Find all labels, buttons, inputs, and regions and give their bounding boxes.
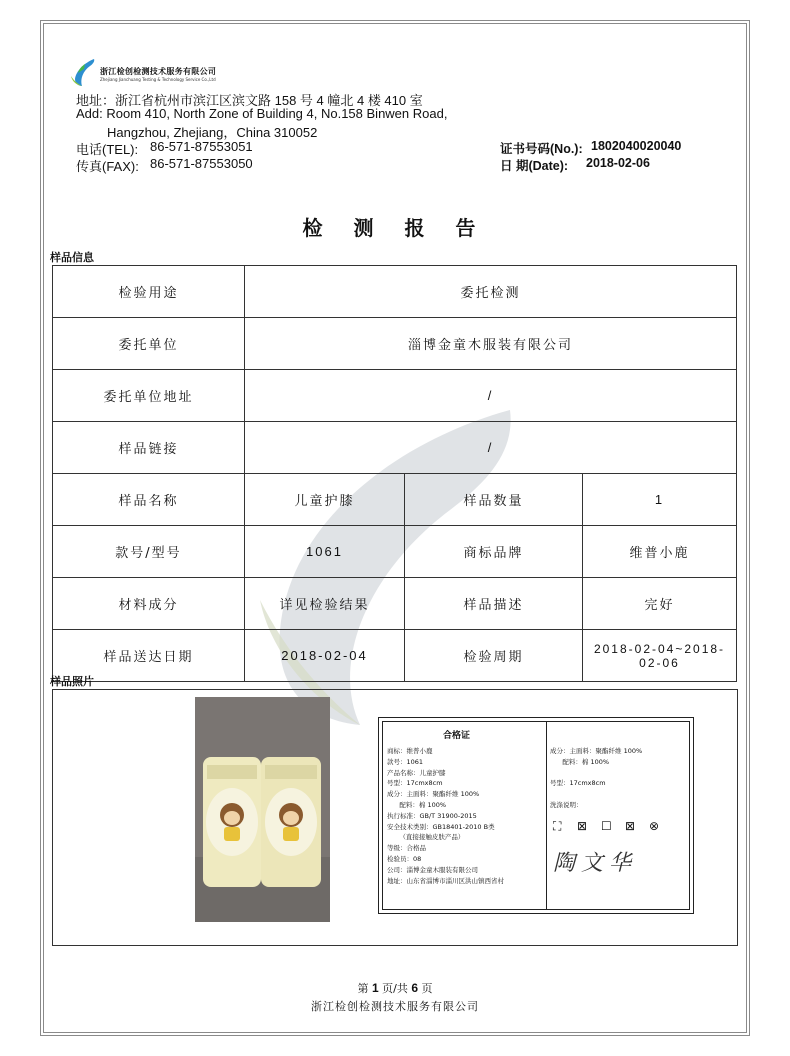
card-right-text: 成分：主面料：聚酯纤维 100% 配料：棉 100% 号型：17cmx8cm 洗涤说明： xyxy=(550,747,643,809)
client-address-label: 委托单位地址 xyxy=(53,370,245,422)
report-date-label: 日 期(Date): xyxy=(500,159,569,173)
client-value: 淄博金童木服装有限公司 xyxy=(245,318,737,370)
client-address-value: / xyxy=(245,370,737,422)
card-title: 合格证 xyxy=(443,731,471,741)
address-en-line2: Hangzhou, Zhejiang，China 310052 xyxy=(107,125,318,140)
sample-qty-value: 1 xyxy=(583,474,737,526)
page-prefix: 第 xyxy=(357,982,369,995)
sample-info-label: 样品信息 xyxy=(50,251,94,264)
model-value: 1061 xyxy=(245,526,405,578)
logo-company-name-en: Zhejiang Jianchuang Testing & Technology Service Co.,Ltd xyxy=(100,77,216,82)
material-value: 详见检验结果 xyxy=(245,578,405,630)
table-row xyxy=(53,630,737,682)
fax-value: 86-571-87553050 xyxy=(150,156,253,171)
table-row xyxy=(53,318,737,370)
table-row xyxy=(53,370,737,422)
address-en-line1: Add: Room 410, North Zone of Building 4, No.158 Binwen Road, xyxy=(76,106,448,121)
desc-label: 样品描述 xyxy=(405,578,583,630)
report-title: 检 测 报 告 xyxy=(302,216,488,240)
tel-value: 86-571-87553051 xyxy=(150,139,253,154)
brand-label: 商标品牌 xyxy=(405,526,583,578)
no-iron-icon: ⊠ xyxy=(625,819,636,833)
logo-company-name: 浙江检创检测技术服务有限公司 xyxy=(100,67,217,76)
sample-name-value: 儿童护膝 xyxy=(245,474,405,526)
table-row xyxy=(53,422,737,474)
sample-info-table xyxy=(52,265,737,682)
qualification-card-inner xyxy=(382,721,690,910)
fax-label: 传真(FAX): xyxy=(76,159,139,174)
sample-link-value: / xyxy=(245,422,737,474)
desc-value: 完好 xyxy=(583,578,737,630)
no-bleach-icon: ⊠ xyxy=(577,819,588,833)
delivery-value: 2018-02-04 xyxy=(245,630,405,682)
sample-photo xyxy=(195,697,330,922)
address-cn: 地址：浙江省杭州市滨江区滨文路 158 号 4 幢北 4 楼 410 室 xyxy=(76,93,423,108)
signature: 陶文华 xyxy=(553,851,638,876)
no-dry-clean-icon: ⊗ xyxy=(649,819,660,833)
sample-qty-label: 样品数量 xyxy=(405,474,583,526)
footer-company: 浙江检创检测技术服务有限公司 xyxy=(311,1000,479,1013)
model-label: 款号/型号 xyxy=(53,526,245,578)
page-mid: 页/共 xyxy=(382,982,408,995)
company-logo-icon xyxy=(70,57,98,87)
page-number: 1 xyxy=(371,981,379,995)
client-label: 委托单位 xyxy=(53,318,245,370)
brand-value: 维普小鹿 xyxy=(583,526,737,578)
photo-label: 样品照片 xyxy=(50,675,94,688)
qualification-card xyxy=(378,717,694,914)
period-label: 检验周期 xyxy=(405,630,583,682)
tel-label: 电话(TEL): xyxy=(76,142,139,157)
card-divider xyxy=(546,722,547,909)
sample-name-label: 样品名称 xyxy=(53,474,245,526)
table-row xyxy=(53,474,737,526)
table-row xyxy=(53,526,737,578)
page-suffix: 页 xyxy=(421,982,433,995)
purpose-value: 委托检测 xyxy=(245,266,737,318)
material-label: 材料成分 xyxy=(53,578,245,630)
sample-link-label: 样品链接 xyxy=(53,422,245,474)
cert-no-label: 证书号码(No.): xyxy=(500,142,583,156)
table-row xyxy=(53,578,737,630)
page-indicator xyxy=(0,980,790,996)
report-date: 2018-02-06 xyxy=(586,156,650,170)
period-value: 2018-02-04~2018-02-06 xyxy=(583,630,737,682)
tumble-dry-icon: ☐ xyxy=(601,819,612,833)
page-total: 6 xyxy=(411,981,419,995)
card-left-text: 商标：维普小鹿 款号：1061 产品名称：儿童护膝 号型：17cmx8cm 成分：主面料：聚酯纤维 100% 配料：棉 100% 执行标准：GB/T 31900-2015 安全技术类别：GB18401-2010 B类 （直接接触皮肤产品） 等级：合格品 检验员：08 公司：淄博金童木服装有限公司 地址：山东省淄博市淄川区洪山镇西省村 xyxy=(387,747,504,885)
delivery-label: 样品送达日期 xyxy=(53,630,245,682)
wash-tub-icon: ⛶ xyxy=(553,819,562,833)
table-row xyxy=(53,266,737,318)
purpose-label: 检验用途 xyxy=(53,266,245,318)
cert-no: 1802040020040 xyxy=(591,139,682,153)
